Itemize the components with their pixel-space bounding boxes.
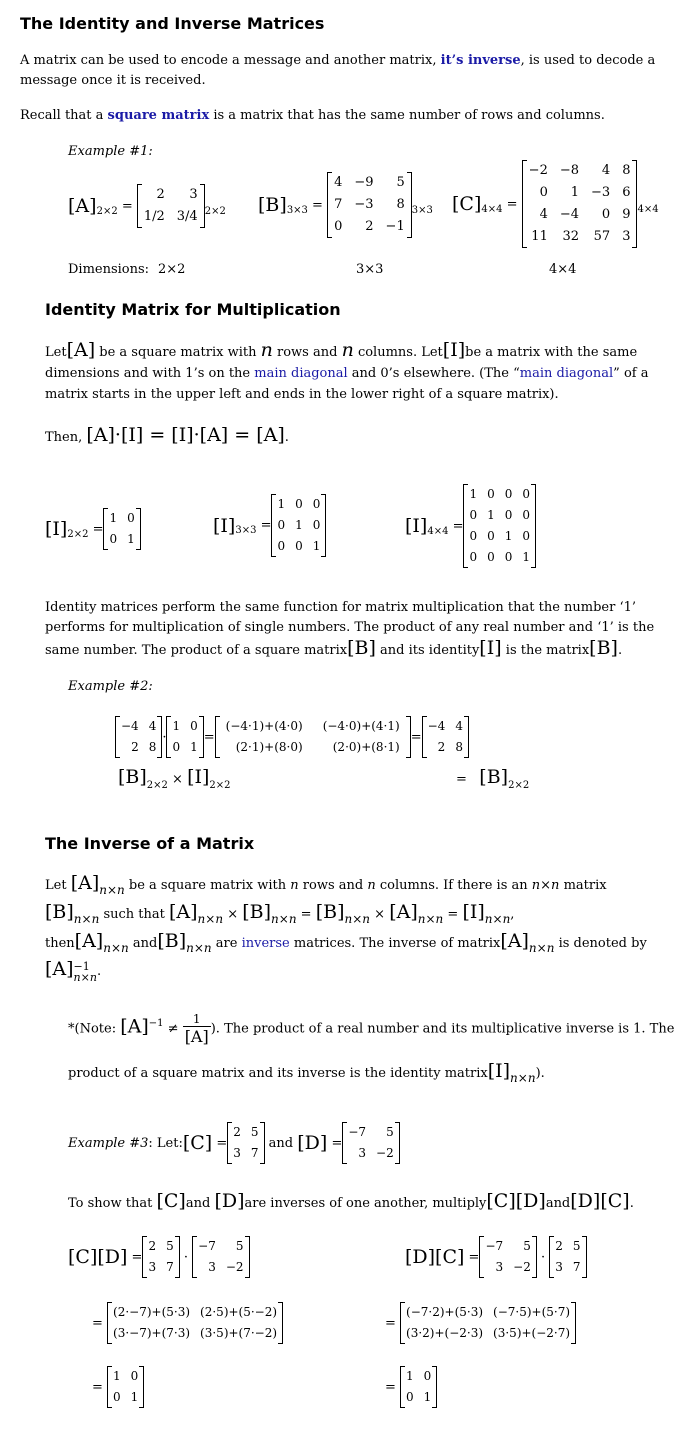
inverse-line-2: [B]n×n such that [A]n×n × [B]n×n = [B]n×n × [A]n×n = [I]n×n,	[45, 901, 515, 926]
product-dc-result: = 1 0 0 1	[385, 1366, 437, 1408]
main-diagonal-link-2[interactable]: main diagonal	[519, 366, 614, 381]
matrix-c: [ C ] 4×4 = −2 −8 4 8 0 1 −3 6 4 −4 0 9 11 32 57 3 4×4	[452, 160, 659, 248]
main-diagonal-link-1[interactable]: main diagonal	[254, 366, 348, 381]
intro-paragraph-2: Recall that a square matrix is a matrix that has the same number of rows and columns.	[20, 108, 605, 123]
example-2-labels-right: = $[B]_{2\times 2}$	[456, 766, 530, 791]
dimensions-label: Dimensions:	[68, 262, 150, 277]
dimension-a: 2×2	[158, 262, 186, 277]
product-cd-result: = 1 0 0 1	[92, 1366, 144, 1408]
example-1-label: Example #1:	[68, 144, 153, 159]
inverse-link[interactable]: it’s inverse	[440, 53, 521, 68]
example-2-label: Example #2:	[68, 679, 153, 694]
dimension-c: 4×4	[549, 262, 577, 277]
inverse-heading: The Inverse of a Matrix	[45, 834, 255, 853]
identity-paragraph-2: Identity matrices perform the same function for matrix multiplication that the number ‘1’ performs for multiplication of single numbers. The product of any real number and ‘1’ is the same number. The product of a square matrix[B] and its identity[I] is the matrix[B].	[45, 600, 655, 659]
product-dc: [D][C] = −7 5 3 −2 · 2 5 3 7	[405, 1236, 587, 1278]
identity-matrix-4x4: [I] 4×4 = 1 0 0 0 0 1 0 0 0 0 1 0 0 0 0 1	[405, 484, 536, 568]
example-3-instruction: To show that [C]and [D]are inverses of one another, multiply[C][D]and[D][C].	[68, 1190, 634, 1212]
product-cd: [C][D] = 2 5 3 7 · −7 5 3 −2	[68, 1236, 250, 1278]
identity-heading: Identity Matrix for Multiplication	[45, 300, 341, 319]
intro-paragraph-1: A matrix can be used to encode a message and another matrix, it’s inverse, is used to decode a message once it is received.	[20, 53, 656, 88]
product-dc-expanded: = (−7·2)+(5·3) (−7·5)+(5·7) (3·2)+(−2·3) (3·5)+(−2·7)	[385, 1302, 576, 1344]
inverse-term-link[interactable]: inverse	[241, 936, 290, 951]
identity-paragraph-1: Let[A] be a square matrix with n rows and n columns. Let[I]be a matrix with the same dimensions and with 1’s on the main diagonal and 0’s elsewhere. (The “main diagonal” of a matrix starts in the upper left and ends in the lower right of a square matrix).	[45, 339, 649, 402]
matrix-b: [ B ] 3×3 = 4 −9 5 7 −3 8 0 2 −1 3×3	[258, 172, 433, 238]
square-matrix-link[interactable]: square matrix	[107, 108, 210, 123]
inverse-note-line-1: *(Note: $[A]^{-1}$ ≠ $\frac{1}{[A]}$ ). The product of a real number and its multiplicative inverse is 1. The	[68, 1012, 675, 1046]
inverse-line-1: Let [A]n×n be a square matrix with n rows and n columns. If there is an n×n matrix	[45, 872, 607, 897]
identity-matrix-2x2: [I] 2×2 = 1 0 0 1	[45, 508, 141, 550]
identity-equation: Then, [A]·[I] = [I]·[A] = [A].	[45, 424, 289, 446]
identity-matrix-3x3: [I] 3×3 = 1 0 0 0 1 0 0 0 1	[213, 494, 326, 557]
dimension-b: 3×3	[356, 262, 384, 277]
page-title: The Identity and Inverse Matrices	[20, 14, 325, 33]
inverse-notation: [A] −1 n×n .	[45, 958, 102, 984]
product-cd-expanded: = (2·−7)+(5·3) (2·5)+(5·−2) (3·−7)+(7·3) (3·5)+(7·−2)	[92, 1302, 283, 1344]
inverse-line-3: then[A]n×n and[B]n×n are inverse matrices. The inverse of matrix[A]n×n is denoted by	[45, 930, 647, 955]
matrix-a: [ A ] 2×2 = 2 3 1/2 3/4 2×2	[68, 184, 226, 228]
example-2-labels-left: $[B]_{2\times 2} \times [I]_{2\times 2}$	[118, 766, 231, 791]
example-2-equation: −4 4 2 8 · 1 0 0 1 = (−4·1)+(4·0) (−4·0)+(4·1) (2·1)+(8·0) (2·0)+(8·1) = −4 4 2 8	[115, 716, 469, 758]
example-3-definition: Example #3 : Let: [C] = 2 5 3 7 and [D] = −7 5 3 −2	[68, 1122, 400, 1164]
inverse-note-line-2: product of a square matrix and its inverse is the identity matrix[I]n×n).	[68, 1060, 545, 1085]
